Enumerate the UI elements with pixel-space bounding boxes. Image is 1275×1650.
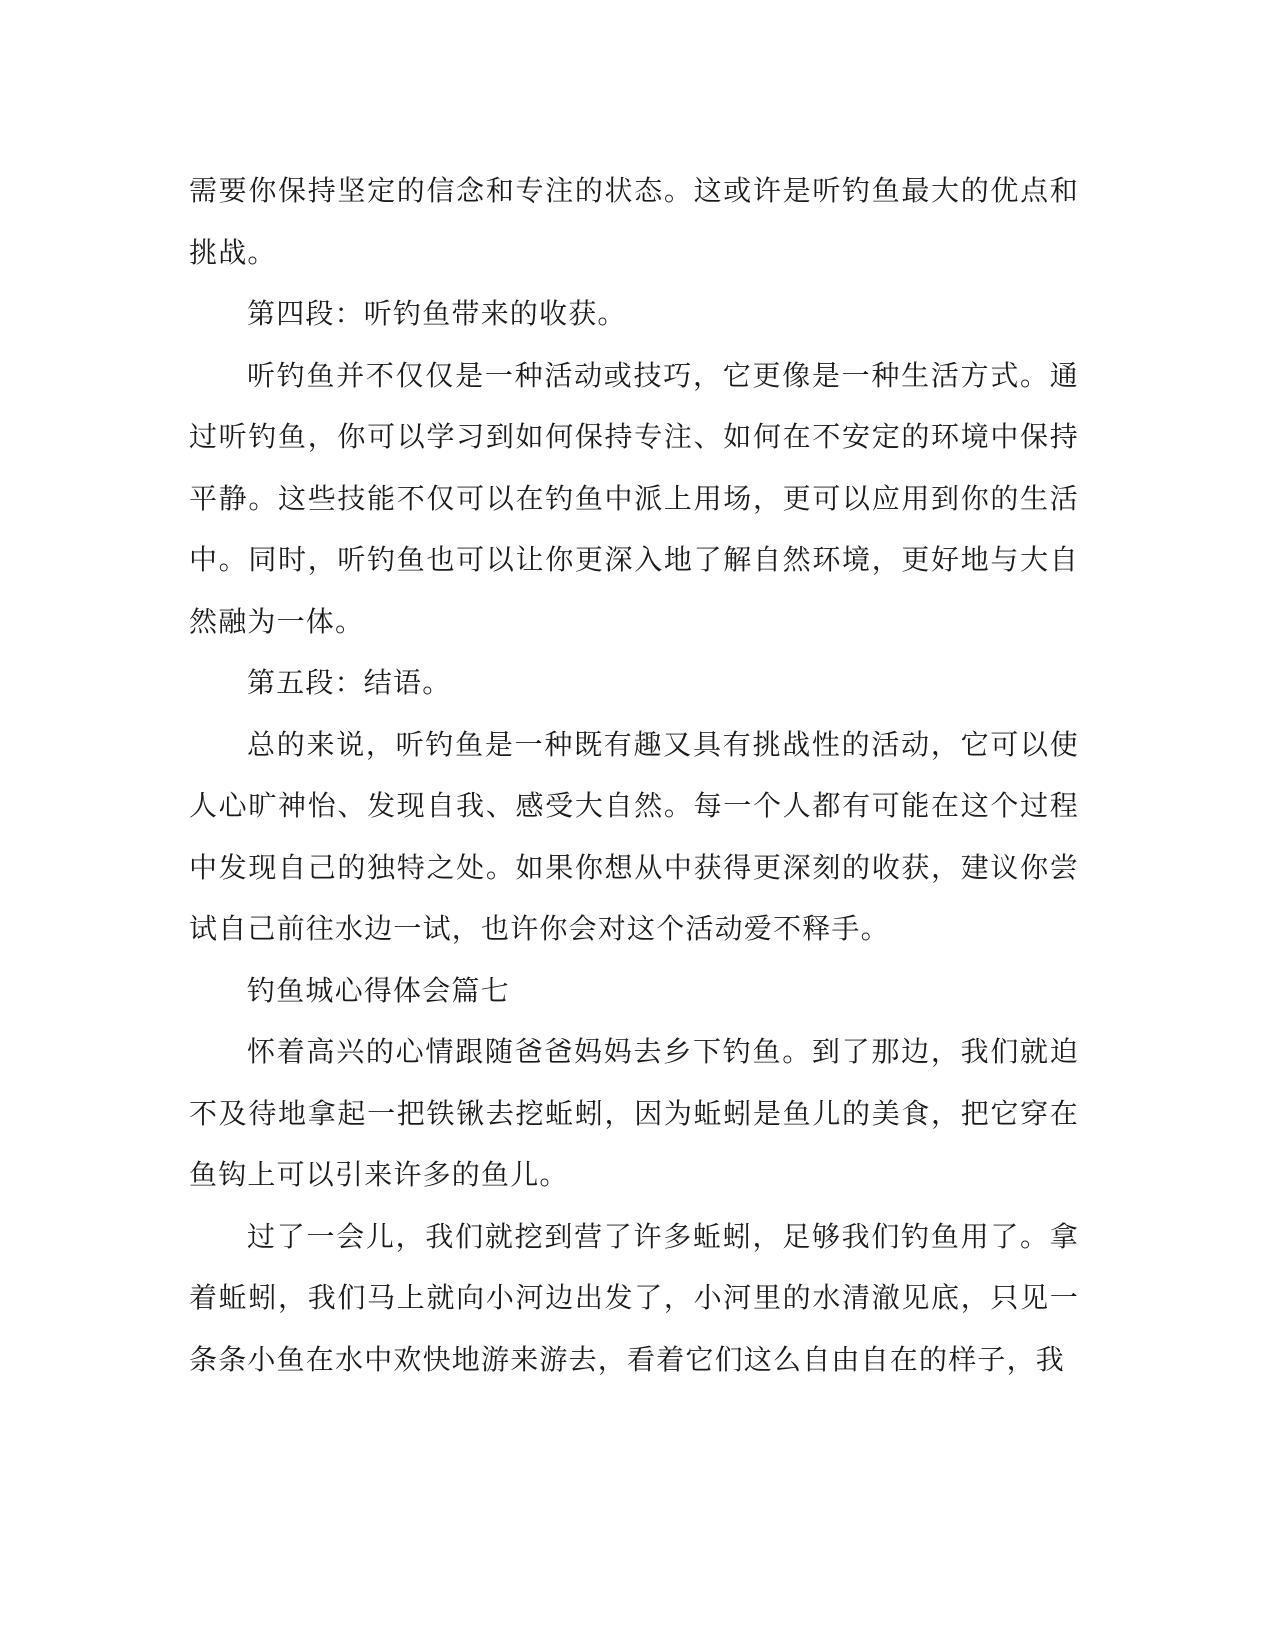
paragraph: 过了一会儿，我们就挖到营了许多蚯蚓，足够我们钓鱼用了。拿着蚯蚓，我们马上就向小河边出发了，小河里的水清澈见底，只见一条条小鱼在水中欢快地游来游去，看着它们这么自由自在的样子，我 <box>189 1219 1079 1376</box>
paragraph-continuation: 需要你保持坚定的信念和专注的状态。这或许是听钓鱼最大的优点和挑战。 <box>189 174 1079 269</box>
paragraph: 总的来说，听钓鱼是一种既有趣又具有挑战性的活动，它可以使人心旷神怡、发现自我、感受大自然。每一个人都有可能在这个过程中发现自己的独特之处。如果你想从中获得更深刻的收获，建议你尝试自己前往水边一试，也许你会对这个活动爱不释手。 <box>189 727 1079 945</box>
paragraph: 听钓鱼并不仅仅是一种活动或技巧，它更像是一种生活方式。通过听钓鱼，你可以学习到如何保持专注、如何在不安定的环境中保持平静。这些技能不仅可以在钓鱼中派上用场，更可以应用到你的生活中。同时，听钓鱼也可以让你更深入地了解自然环境，更好地与大自然融为一体。 <box>189 358 1079 638</box>
section-heading-5: 第五段：结语。 <box>247 666 452 699</box>
chapter-title: 钓鱼城心得体会篇七 <box>247 973 510 1007</box>
section-heading-4: 第四段：听钓鱼带来的收获。 <box>247 297 627 330</box>
paragraph: 怀着高兴的心情跟随爸爸妈妈去乡下钓鱼。到了那边，我们就迫不及待地拿起一把铁锹去挖蚯蚓，因为蚯蚓是鱼儿的美食，把它穿在鱼钩上可以引来许多的鱼儿。 <box>189 1035 1079 1191</box>
document-body <box>189 160 1079 1390</box>
